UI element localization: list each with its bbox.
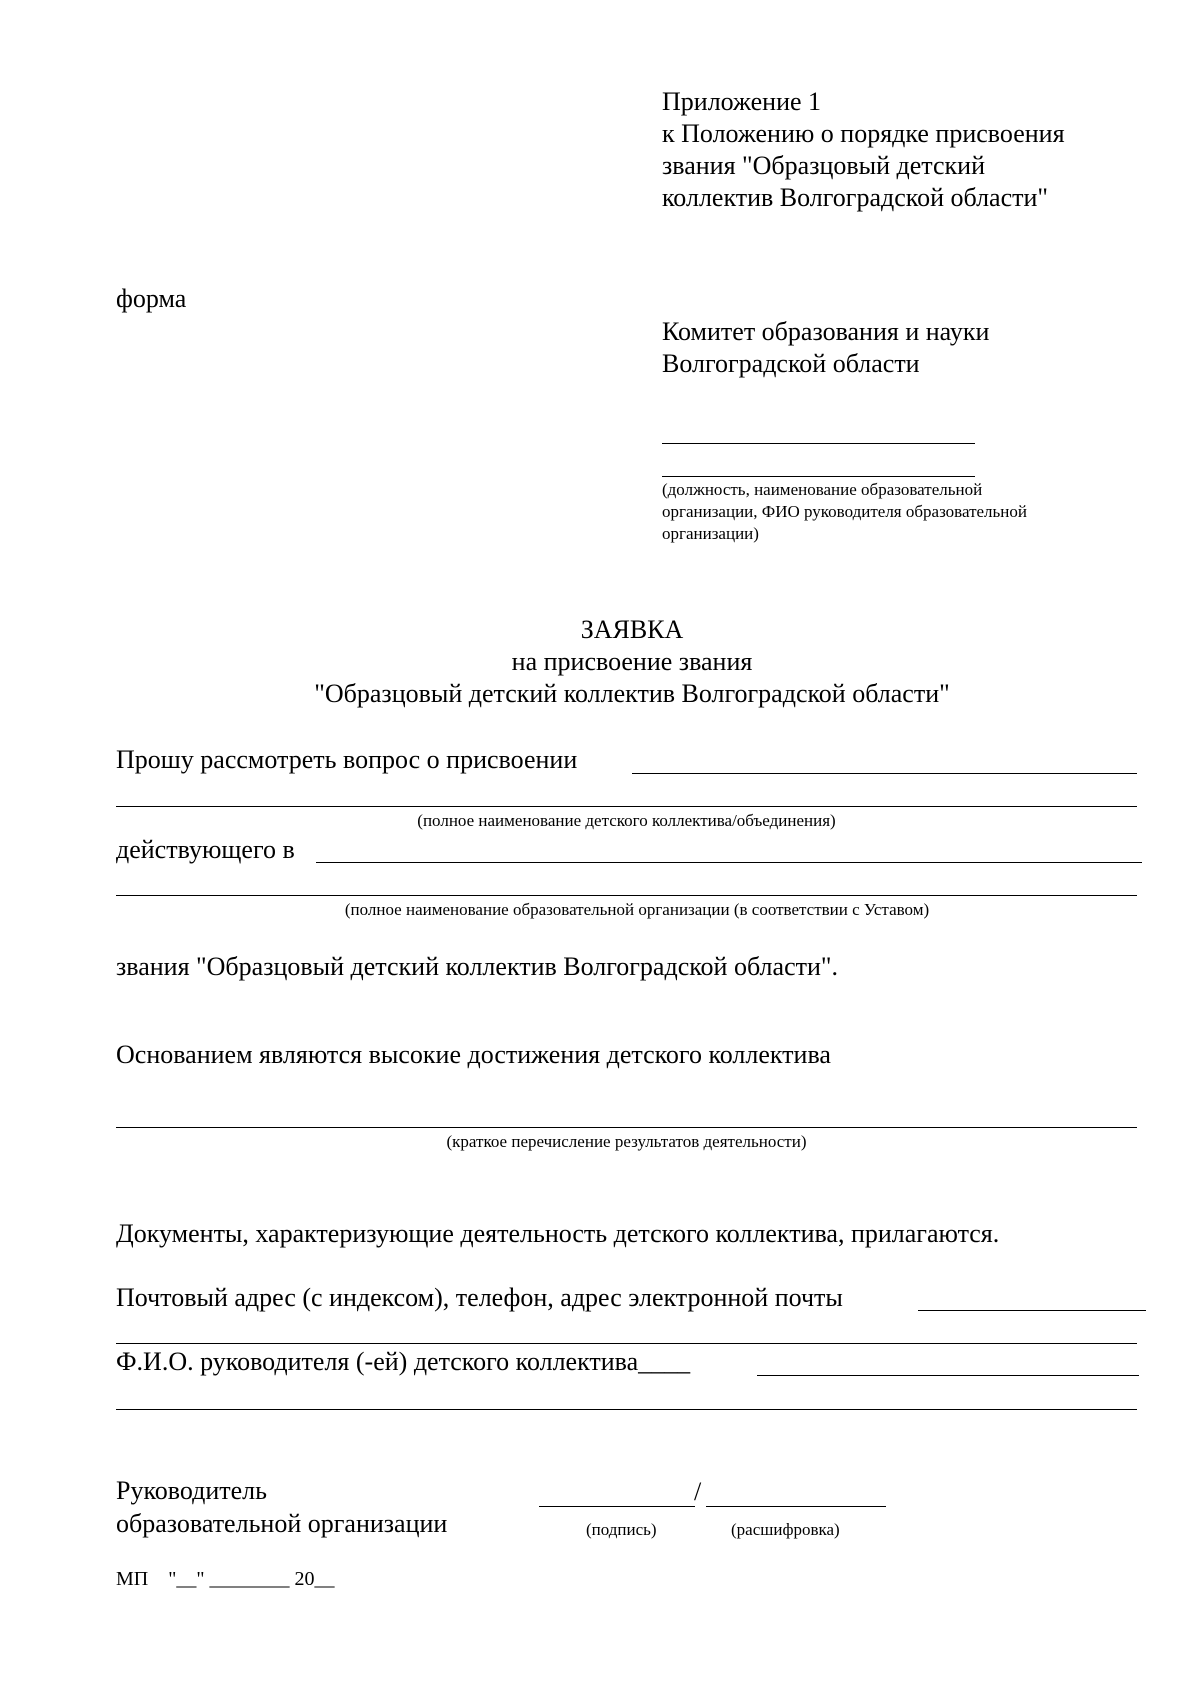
addressee-line-1: Комитет образования и науки — [662, 317, 990, 346]
organization-blank-2[interactable] — [116, 895, 1137, 896]
signature-caption: (подпись) — [586, 1520, 657, 1539]
signature-role-line-2: образовательной организации — [116, 1509, 448, 1538]
collective-caption: (полное наименование детского коллектива/объединения) — [417, 811, 836, 830]
signature-blank[interactable] — [539, 1506, 695, 1507]
head-name-blank[interactable] — [757, 1375, 1139, 1376]
appendix-line-4: коллектив Волгоградской области" — [662, 183, 1049, 212]
address-label: Почтовый адрес (с индексом), телефон, адрес электронной почты — [116, 1283, 843, 1312]
results-blank[interactable] — [116, 1127, 1137, 1128]
document-subtitle-2: "Образцовый детский коллектив Волгоградской области" — [314, 679, 950, 708]
signature-role-line-1: Руководитель — [116, 1476, 267, 1505]
organization-caption: (полное наименование образовательной организации (в соответствии с Уставом) — [344, 900, 930, 919]
signature-slash: / — [694, 1477, 702, 1506]
addressee-line-2: Волгоградской области — [662, 349, 920, 378]
head-name-label: Ф.И.О. руководителя (-ей) детского коллектива____ — [116, 1347, 691, 1376]
address-blank[interactable] — [918, 1310, 1146, 1311]
results-caption: (краткое перечисление результатов деятельности) — [446, 1132, 807, 1151]
acting-in-label: действующего в — [116, 835, 295, 864]
signature-decode-blank[interactable] — [706, 1506, 886, 1507]
decode-caption: (расшифровка) — [731, 1520, 840, 1539]
addressee-caption-2: организации, ФИО руководителя образовательной — [662, 502, 1027, 521]
organization-blank[interactable] — [316, 862, 1142, 863]
addressee-caption-3: организации) — [662, 524, 759, 543]
basis-label: Основанием являются высокие достижения детского коллектива — [116, 1040, 831, 1069]
collective-name-blank-2[interactable] — [116, 806, 1137, 807]
head-name-blank-2[interactable] — [116, 1409, 1137, 1410]
addressee-blank-1[interactable] — [662, 443, 975, 444]
form-label: форма — [116, 284, 187, 313]
document-subtitle-1: на присвоение звания — [511, 647, 753, 676]
address-blank-2[interactable] — [116, 1343, 1137, 1344]
addressee-caption-1: (должность, наименование образовательной — [662, 480, 983, 499]
request-label: Прошу рассмотреть вопрос о присвоении — [116, 745, 578, 774]
addressee-blank-2[interactable] — [662, 476, 975, 477]
collective-name-blank[interactable] — [632, 773, 1137, 774]
stamp-date-line: МП "__" ________ 20__ — [116, 1568, 335, 1590]
appendix-line-3: звания "Образцовый детский — [662, 151, 985, 180]
title-phrase: звания "Образцовый детский коллектив Волгоградской области". — [116, 952, 838, 981]
document-title: ЗАЯВКА — [580, 615, 684, 644]
appendix-line-1: Приложение 1 — [662, 87, 822, 116]
documents-statement: Документы, характеризующие деятельность детского коллектива, прилагаются. — [116, 1219, 1000, 1248]
appendix-line-2: к Положению о порядке присвоения — [662, 119, 1065, 148]
